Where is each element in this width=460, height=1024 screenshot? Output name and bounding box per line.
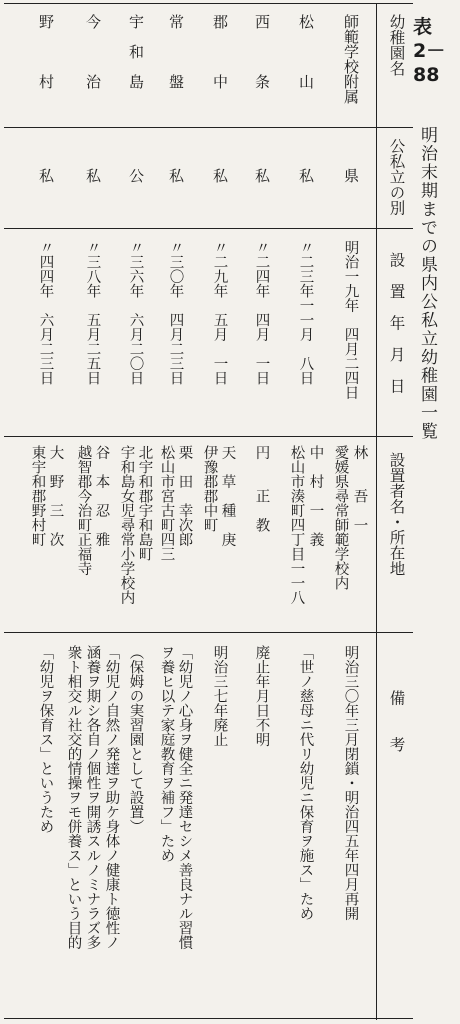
kindergarten-name: 宇 和 島	[127, 14, 145, 89]
establishment-date: 〃二三年一一月 八日	[297, 240, 314, 385]
header-notes: 備 考	[387, 690, 406, 752]
header-founder: 設置者名・所在地	[387, 452, 406, 576]
public-private-type: 私	[253, 168, 271, 183]
public-private-type: 私	[37, 168, 55, 183]
table-number-prefix: 表	[413, 16, 433, 38]
notes-line: 明治三七年廃止	[211, 645, 228, 747]
founder-name: 谷 本 忍 雅	[93, 445, 110, 547]
header-name: 幼稚園名	[387, 14, 406, 76]
founder-name: 林 吾 一	[351, 445, 368, 532]
notes-line: （保姆の実習園として設置）	[127, 645, 144, 834]
rule-header-column	[376, 3, 377, 1020]
founder-location: 越智郡今治町正福寺	[75, 445, 92, 576]
public-private-type: 公	[127, 168, 145, 183]
establishment-date: 明治一九年 四月二四日	[342, 240, 359, 400]
kindergarten-name: 常 盤	[167, 14, 185, 89]
establishment-date: 〃四四年 六月二三日	[37, 240, 54, 385]
kindergarten-name: 松 山	[297, 14, 315, 89]
public-private-type: 私	[84, 168, 102, 183]
notes-line: 「幼児ノ自然ノ発達ヲ助ケ身体ノ健康ト徳性ノ	[103, 645, 120, 950]
header-type: 公私立の別	[387, 138, 406, 216]
header-date: 設置年月日	[387, 252, 406, 410]
public-private-type: 私	[167, 168, 185, 183]
establishment-date: 〃三〇年 四月二三日	[167, 240, 184, 385]
founder-location: 北宇和郡宇和島町	[136, 445, 153, 561]
rule-after-founder	[4, 632, 413, 633]
founder-name: 円 正 教	[253, 445, 270, 532]
notes-line: 「幼児ノ心身ヲ健全ニ発達セシメ善良ナル習慣	[176, 645, 193, 950]
kindergarten-name: 師範学校附属	[342, 14, 360, 104]
founder-location: 宇和島女児尋常小学校内	[118, 445, 135, 605]
founder-location: 松山市宮古町四三	[158, 445, 175, 561]
establishment-date: 〃三六年 六月二〇日	[127, 240, 144, 385]
table-number-value: 2－88	[413, 39, 446, 86]
founder-name: 天 草 種 庚	[219, 445, 236, 547]
notes-line: 衆ト相交ル社交的情操ヲモ併養ス」という目的	[65, 645, 82, 950]
notes-line: 廃止年月日不明	[253, 645, 270, 747]
public-private-type: 私	[211, 168, 229, 183]
notes-line: 「世ノ慈母ニ代リ幼児ニ保育ヲ施ス」ため	[297, 645, 314, 921]
founder-name: 大 野 三 次	[47, 445, 64, 547]
public-private-type: 私	[297, 168, 315, 183]
founder-location: 愛媛県尋常師範学校内	[332, 445, 349, 590]
founder-location: 伊豫郡郡中町	[201, 445, 218, 532]
kindergarten-name: 郡 中	[211, 14, 229, 89]
founder-location: 松山市湊町四丁目一一八	[288, 445, 305, 605]
table-number	[413, 16, 453, 87]
notes-line: 明治三〇年三月閉鎖・明治四五年四月再開	[342, 645, 359, 921]
founder-name: 栗 田 幸次郎	[176, 445, 193, 547]
kindergarten-name: 野 村	[37, 14, 55, 89]
rule-after-date	[4, 436, 413, 437]
notes-line: 涵養ヲ期シ各自ノ個性ヲ開誘スルノミナラズ多	[84, 645, 101, 950]
notes-line: ヲ養ヒ以テ家庭教育ヲ補フ」ため	[158, 645, 175, 863]
establishment-date: 〃三八年 五月二五日	[84, 240, 101, 385]
kindergarten-name: 今 治	[84, 14, 102, 89]
public-private-type: 県	[342, 168, 360, 183]
founder-location: 東宇和郡野村町	[29, 445, 46, 547]
kindergarten-name: 西 条	[253, 14, 271, 89]
founder-name: 中 村 一 義	[307, 445, 324, 547]
rule-after-name	[4, 127, 413, 128]
establishment-date: 〃二四年 四月 一日	[253, 240, 270, 385]
table-title: 明治末期までの県内公私立幼稚園一覧	[417, 126, 437, 441]
establishment-date: 〃二九年 五月 一日	[211, 240, 228, 385]
rule-after-type	[4, 228, 413, 229]
rule-top	[4, 3, 413, 4]
rule-bottom	[4, 1018, 413, 1019]
notes-line: 「幼児ヲ保育ス」というため	[37, 645, 54, 834]
